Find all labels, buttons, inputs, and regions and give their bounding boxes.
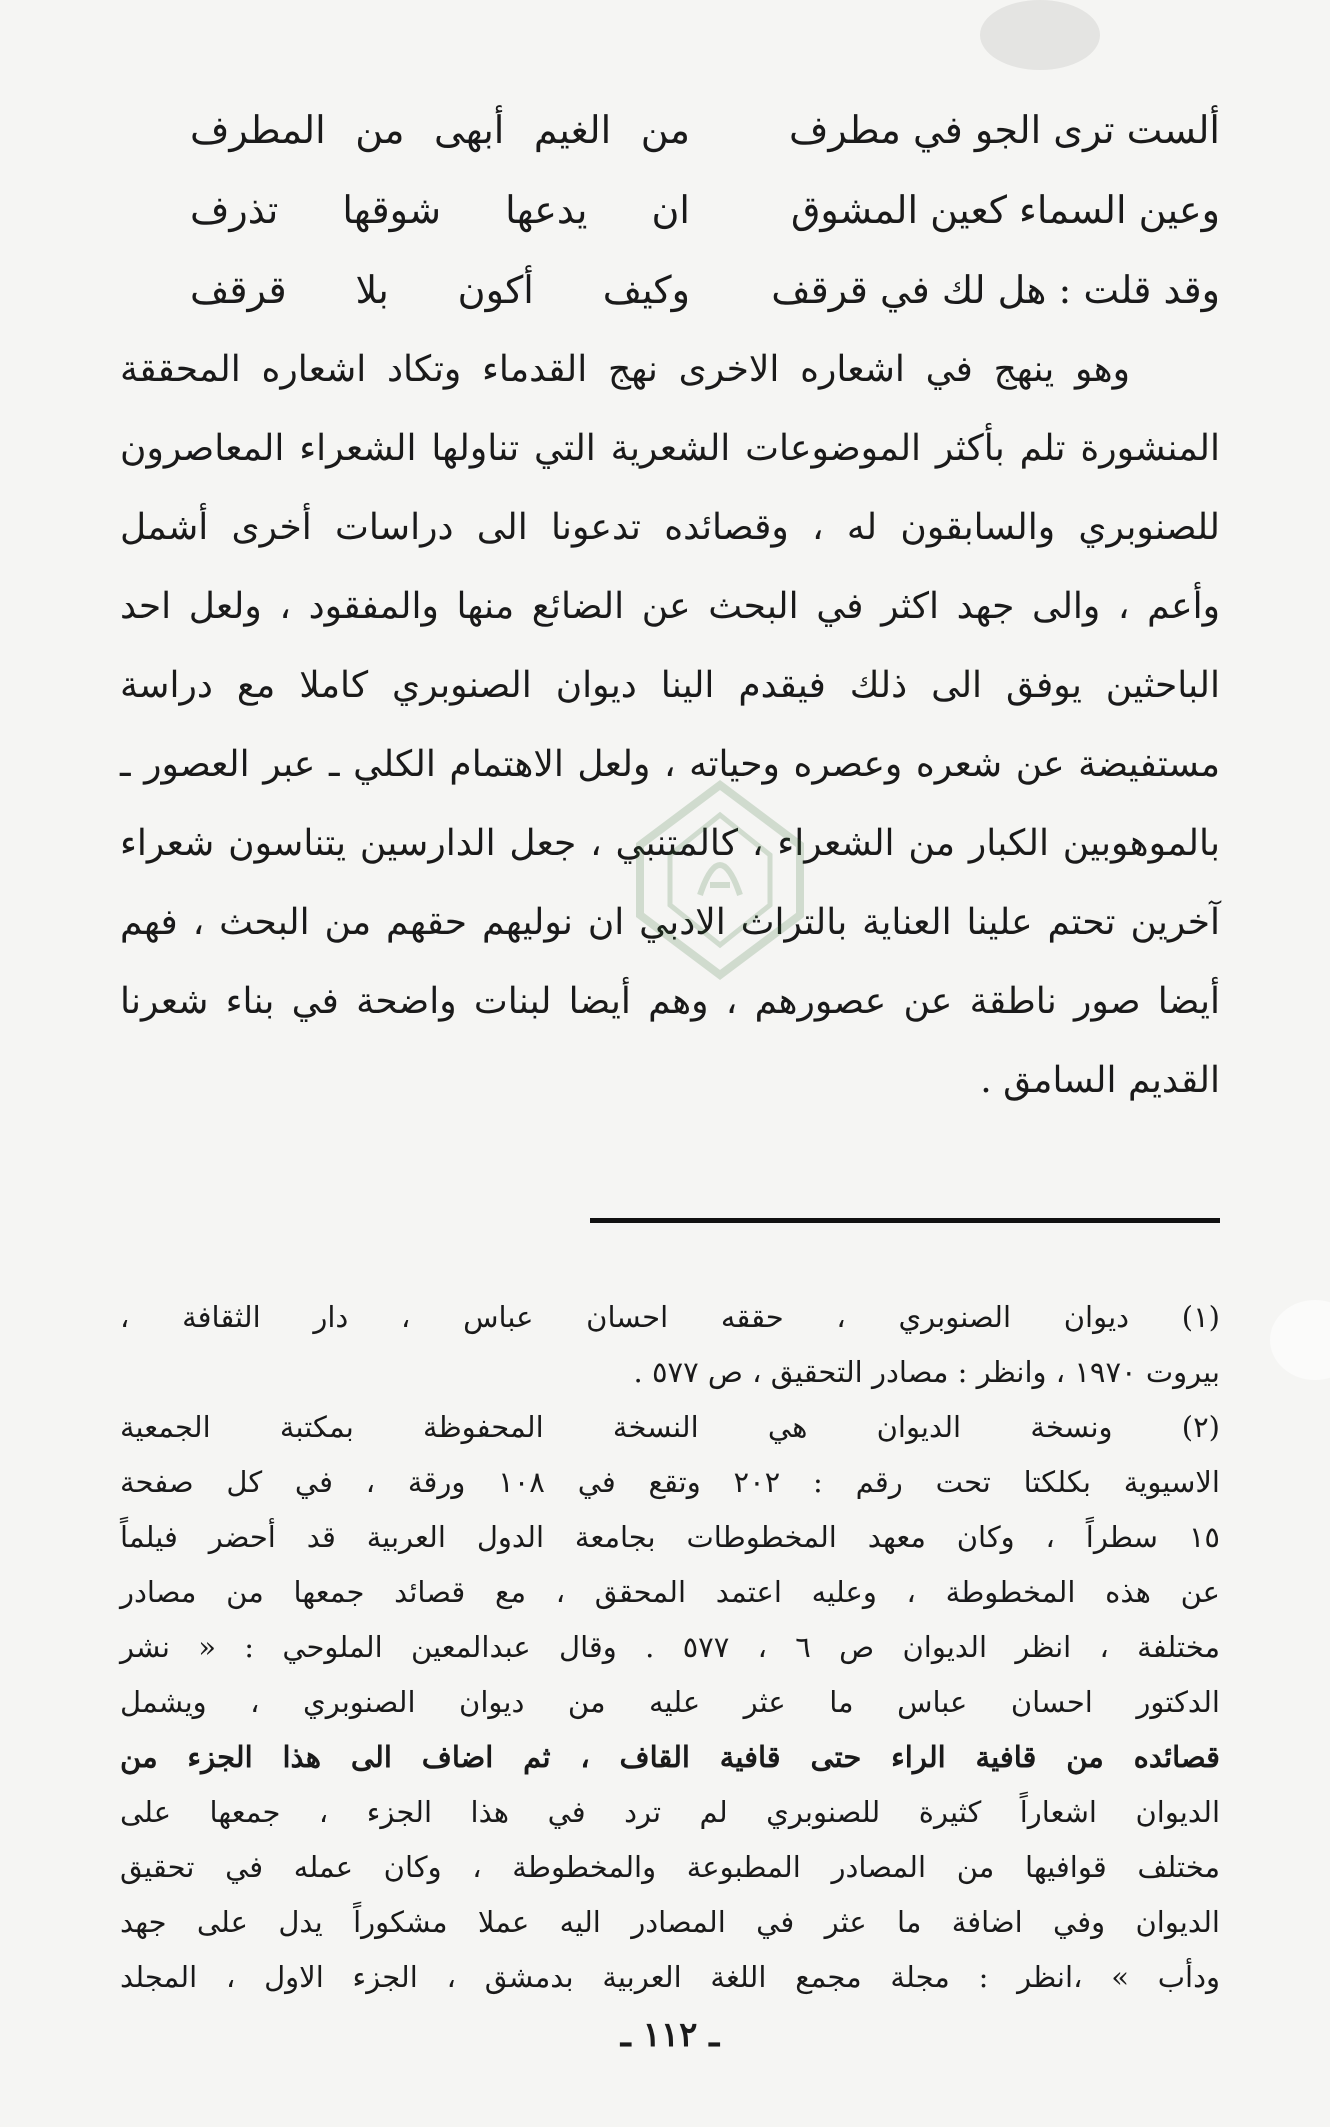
body-line: المنشورة تلم بأكثر الموضوعات الشعرية التي تناولها الشعراء المعاصرون	[120, 428, 1220, 469]
verse-first-hemistich: وعين السماء كعين المشوق	[790, 188, 1220, 232]
body-line: آخرين تحتم علينا العناية بالتراث الادبي ان نوليهم حقهم من البحث ، فهم	[120, 902, 1220, 943]
verse-second-hemistich: ان يدعها شوقها تذرف	[190, 188, 690, 232]
verse-line	[120, 90, 1220, 170]
poem-verses	[120, 90, 1220, 330]
body-line: أيضا صور ناطقة عن عصورهم ، وهم أيضا لبنات واضحة في بناء شعرنا	[120, 981, 1220, 1022]
footnote-line: عن هذه المخطوطة ، وعليه اعتمد المحقق ، مع قصائد جمعها من مصادر	[120, 1575, 1220, 1609]
footnote-line: ١٥ سطراً ، وكان معهد المخطوطات بجامعة الدول العربية قد أحضر فيلماً	[120, 1520, 1220, 1554]
body-line: وأعم ، والى جهد اكثر في البحث عن الضائع منها والمفقود ، ولعل احد	[120, 586, 1220, 627]
footnotes	[120, 1290, 1220, 2005]
verse-line	[120, 170, 1220, 250]
body-line: بالموهوبين الكبار من الشعراء ، كالمتنبي ، جعل الدارسين يتناسون شعراء	[120, 823, 1220, 864]
footnote-line: (١) ديوان الصنوبري ، حققه احسان عباس ، دار الثقافة ،	[120, 1300, 1220, 1334]
footnote-line: (٢) ونسخة الديوان هي النسخة المحفوظة بمكتبة الجمعية	[120, 1410, 1220, 1444]
document-page	[120, 80, 1220, 2080]
body-line: مستفيضة عن شعره وعصره وحياته ، ولعل الاهتمام الكلي ـ عبر العصور ـ	[120, 744, 1220, 785]
verse-second-hemistich: وكيف أكون بلا قرقف	[190, 268, 690, 312]
footnote-separator	[590, 1218, 1220, 1223]
edge-blemish	[1270, 1300, 1330, 1380]
footnote-line: مختلف قوافيها من المصادر المطبوعة والمخطوطة ، وكان عمله في تحقيق	[120, 1850, 1220, 1884]
footnote-line: الديوان وفي اضافة ما عثر في المصادر اليه عملا مشكوراً يدل على جهد	[120, 1905, 1220, 1939]
footnote-line: ودأب » ،انظر : مجلة مجمع اللغة العربية بدمشق ، الجزء الاول ، المجلد	[120, 1960, 1220, 1994]
footnote-line: الاسيوية بكلكتا تحت رقم : ٢٠٢ وتقع في ١٠٨ ورقة ، في كل صفحة	[120, 1465, 1220, 1499]
footnote-line: مختلفة ، انظر الديوان ص ٦ ، ٥٧٧ . وقال عبدالمعين الملوحي : « نشر	[120, 1630, 1221, 1664]
footnote-line: الديوان اشعاراً كثيرة للصنوبري لم ترد في هذا الجزء ، جمعها على	[120, 1795, 1220, 1829]
footnote-line: بيروت ١٩٧٠ ، وانظر : مصادر التحقيق ، ص ٥٧٧ .	[633, 1355, 1220, 1389]
body-line: القديم السامق .	[980, 1060, 1220, 1101]
footnote-line: قصائده من قافية الراء حتى قافية القاف ، ثم اضاف الى هذا الجزء من	[120, 1740, 1220, 1774]
verse-line	[120, 250, 1220, 330]
body-line: للصنوبري والسابقون له ، وقصائده تدعونا الى دراسات أخرى أشمل	[120, 507, 1220, 548]
body-line: الباحثين يوفق الى ذلك فيقدم الينا ديوان الصنوبري كاملا مع دراسة	[120, 665, 1220, 706]
scan-blemish	[980, 0, 1100, 70]
body-line: وهو ينهج في اشعاره الاخرى نهج القدماء وتكاد اشعاره المحققة	[120, 349, 1130, 390]
body-paragraph	[120, 330, 1220, 1120]
library-watermark-stamp	[620, 775, 820, 985]
verse-second-hemistich: من الغيم أبهى من المطرف	[190, 108, 690, 152]
verse-first-hemistich: وقد قلت : هل لك في قرقف	[771, 268, 1220, 312]
verse-first-hemistich: ألست ترى الجو في مطرف	[789, 108, 1220, 152]
footnote-line: الدكتور احسان عباس ما عثر عليه من ديوان الصنوبري ، ويشمل	[120, 1685, 1220, 1719]
page-number: ـ ١١٢ ـ	[620, 2015, 720, 2055]
